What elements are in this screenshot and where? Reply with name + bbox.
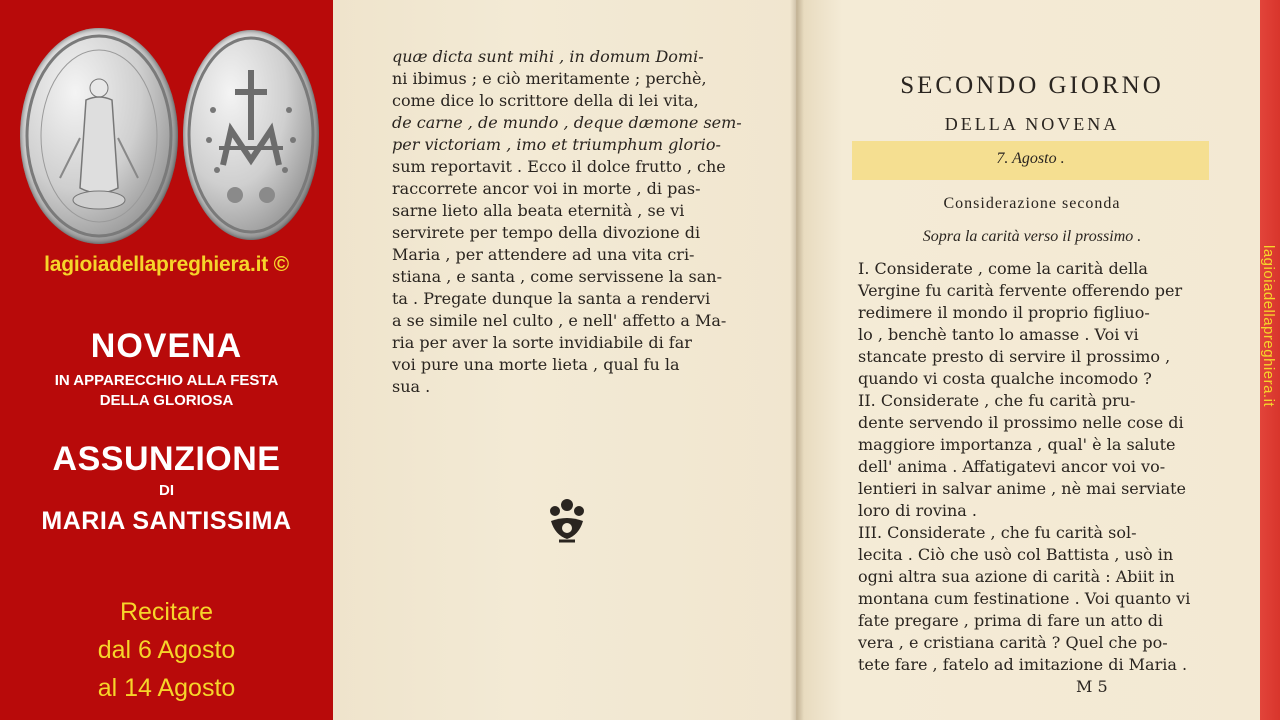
text-line: quæ dicta sunt mihi , in domum Domi- (392, 47, 704, 66)
text-line: montana cum festinatione . Voi quanto vi (858, 589, 1191, 608)
consideration-heading: Considerazione seconda (943, 195, 1121, 212)
subtitle-line-2: DELLA GLORIOSA (99, 392, 234, 409)
recite-line-3: al 14 Agosto (97, 674, 236, 702)
text-line: II. Considerate , che fu carità pru- (858, 391, 1136, 410)
text-line: quando vi costa qualche incomodo ? (858, 369, 1152, 388)
text-line: come dice lo scrittore della di lei vita, (392, 91, 699, 110)
recite-line-2: dal 6 Agosto (97, 636, 236, 664)
date-label: 7. Agosto . (996, 150, 1065, 167)
novena-subheading: DELLA NOVENA (944, 114, 1120, 134)
text-line: dente servendo il prossimo nelle cose di (858, 413, 1184, 432)
text-line: fate pregare , prima di fare un atto di (858, 611, 1164, 630)
text-line: sum reportavit . Ecco il dolce frutto , che (392, 157, 726, 176)
text-line: Maria , per attendere ad una vita cri- (392, 245, 695, 264)
text-line: loro di rovina . (858, 501, 978, 520)
novena-title: NOVENA (90, 327, 243, 365)
text-line: III. Considerate , che fu carità sol- (858, 523, 1137, 542)
text-line: voi pure una morte lieta , qual fu la (392, 355, 680, 374)
text-line: lecita . Ciò che usò col Battista , usò in (858, 545, 1174, 564)
day-heading: SECONDO GIORNO (900, 72, 1164, 99)
text-line: ria per aver la sorte invidiabile di far (392, 333, 692, 352)
text-line: I. Considerate , come la carità della (858, 259, 1148, 278)
miraculous-medal-front-image (20, 28, 178, 244)
text-line: ni ibimus ; e ciò meritamente ; perchè, (392, 69, 707, 88)
feast-of: DI (159, 482, 174, 499)
vertical-watermark: lagioiadellapreghiera.it (1260, 245, 1277, 408)
text-line: stiana , e santa , come servissene la san- (392, 267, 722, 286)
text-line: servirete per tempo della divozione di (392, 223, 701, 242)
text-line: lo , benchè tanto lo amasse . Voi vi (858, 325, 1139, 344)
text-line: sua . (392, 377, 431, 396)
consideration-topic: Sopra la carità verso il prossimo . (922, 228, 1142, 245)
text-line: de carne , de mundo , deque dæmone sem- (392, 113, 742, 132)
text-line: ta . Pregate dunque la santa a rendervi (392, 289, 711, 308)
text-line: per victoriam , imo et triumphum glorio- (392, 135, 721, 154)
sidebar-panel (0, 0, 333, 720)
text-line: a se simile nel culto , e nell' affetto a Ma- (392, 311, 727, 330)
text-line: sarne lieto alla beata eternità , se vi (392, 201, 685, 220)
text-line: dell' anima . Affatigatevi ancor voi vo- (858, 457, 1166, 476)
text-line: lentieri in salvar anime , nè mai serviate (858, 479, 1186, 498)
miraculous-medal-back-image (183, 30, 319, 240)
recite-line-1: Recitare (119, 598, 214, 626)
text-line: raccorrete ancor voi in morte , di pas- (392, 179, 701, 198)
feast-title: ASSUNZIONE (52, 440, 281, 478)
printer-ornament-icon (545, 495, 589, 547)
text-line: Vergine fu carità fervente offerendo per (858, 281, 1183, 300)
page-mark: M 5 (1076, 677, 1108, 696)
text-line: tete fare , fatelo ad imitazione di Maria . (858, 655, 1188, 674)
text-line: vera , e cristiana carità ? Quel che po- (858, 633, 1168, 652)
feast-name: MARIA SANTISSIMA (41, 507, 292, 535)
text-line: maggiore importanza , qual' è la salute (858, 435, 1176, 454)
book-spine (790, 0, 804, 720)
left-page-text (392, 46, 742, 398)
text-line: redimere il mondo il proprio figliuo- (858, 303, 1150, 322)
right-page-text (858, 258, 1190, 700)
text-line: stancate presto di servire il prossimo , (858, 347, 1171, 366)
website-label: lagioiadellapreghiera.it © (44, 253, 289, 276)
subtitle-line-1: IN APPARECCHIO ALLA FESTA (54, 372, 279, 389)
text-line: ogni altra sua azione di carità : Abiit in (858, 567, 1175, 586)
